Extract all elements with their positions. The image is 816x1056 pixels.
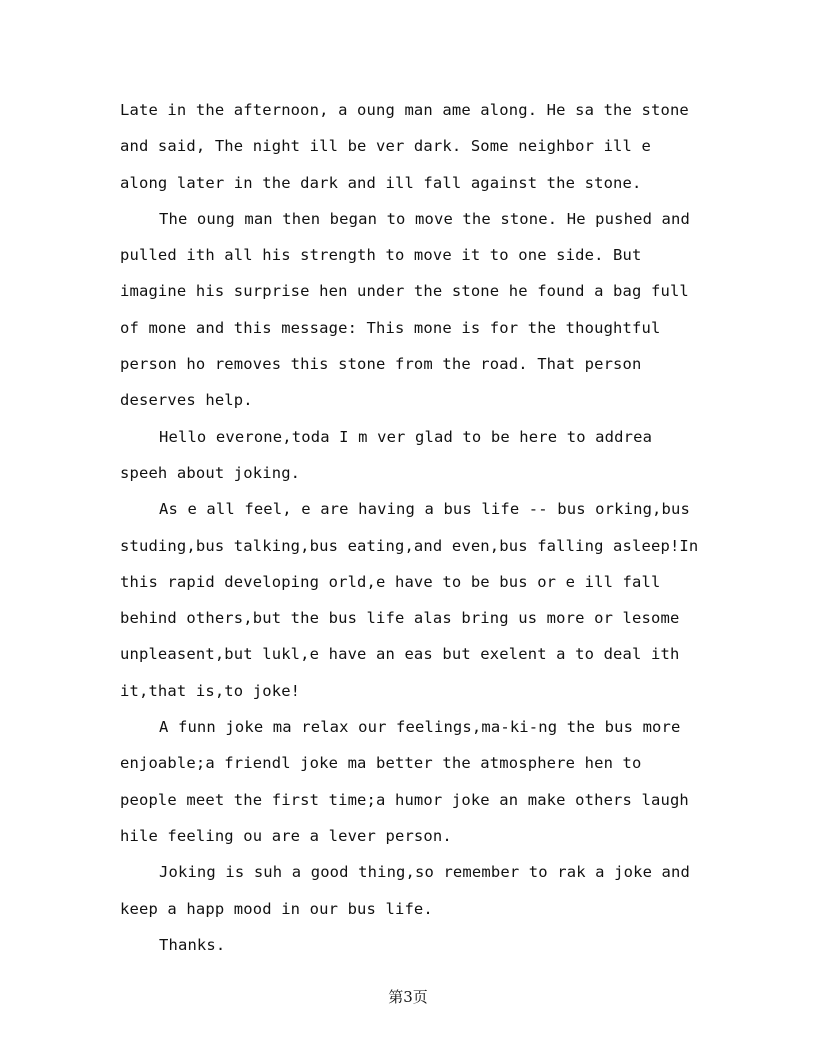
text-line: Late in the afternoon, a oung man ame along. He sa the stone [120,101,689,119]
text-line: Joking is suh a good thing,so remember to rak a joke and [159,863,690,882]
text-line: hile feeling ou are a lever person. [120,826,452,845]
text-line: and said, The night ill be ver dark. Some neighbor ill e [120,137,651,156]
text-line: enjoable;a friendl joke ma better the atmosphere hen to [120,754,642,773]
page-number: 第3页 [388,988,428,1006]
text-line: Hello everone,toda I m ver glad to be here to addrea [159,427,653,446]
text-line: keep a happ mood in our bus life. [120,899,433,918]
text-line: this rapid developing orld,e have to be bus or e ill fall [120,572,661,591]
text-line: A funn joke ma relax our feelings,ma-ki-ng the bus more [159,718,681,737]
paragraph-speech-greeting [120,419,700,492]
paragraph-busy-life [120,491,700,709]
text-line: it,that is,to joke! [120,681,301,700]
text-line: behind others,but the bus life alas bring us more or lesome [120,609,680,628]
paragraph-thanks [120,927,700,963]
text-line: along later in the dark and ill fall against the stone. [120,173,642,192]
text-line: of mone and this message: This mone is for the thoughtful [120,318,661,337]
text-line: The oung man then began to move the stone. He pushed and [159,209,690,228]
text-line: people meet the first time;a humor joke an make others laugh [120,790,689,809]
text-line: person ho removes this stone from the road. That person [120,355,642,374]
text-line: speeh about joking. [120,463,301,482]
paragraph-joke-benefits [120,709,700,854]
document-body [120,92,700,963]
text-line: deserves help. [120,391,253,410]
text-line: As e all feel, e are having a bus life -- bus orking,bus [159,500,690,519]
text-line: unpleasent,but lukl,e have an eas but exelent a to deal ith [120,645,680,664]
text-line: pulled ith all his strength to move it to one side. But [120,246,642,265]
paragraph-stone-intro [120,92,700,201]
paragraph-stone-moved [120,201,700,419]
text-line: studing,bus talking,bus eating,and even,bus falling asleep!In [120,536,699,555]
paragraph-conclusion [120,854,700,927]
text-line: imagine his surprise hen under the stone he found a bag full [120,282,689,301]
text-line: Thanks. [159,935,226,954]
